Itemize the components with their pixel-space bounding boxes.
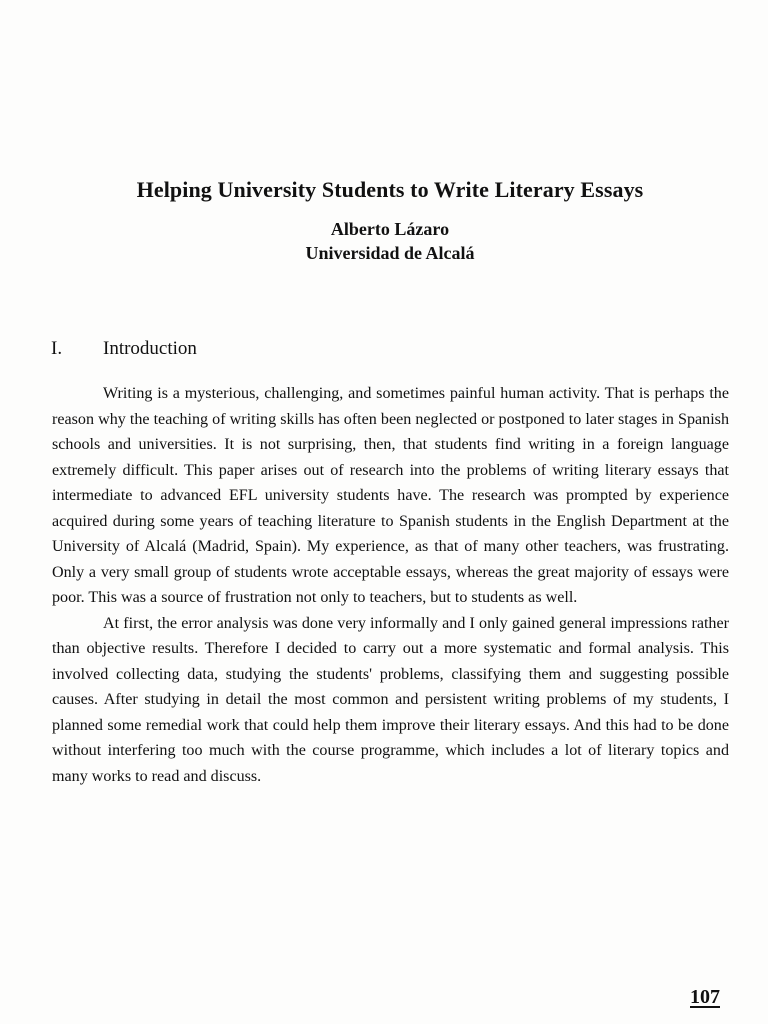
paragraph: At first, the error analysis was done very informally and I only gained general impressions rather than objective results. Therefore I decided to carry out a more systematic and formal analysis. This involved collecting data, studying the students' problems, classifying them and suggesting possible causes. After studying in detail the most common and persistent writing problems of my students, I planned some remedial work that could help them improve their literary essays. And this had to be done without interfering too much with the course programme, which includes a lot of literary topics and many works to read and discuss.	[52, 614, 729, 785]
author-name: Alberto Lázaro	[330, 219, 450, 239]
author-affiliation: Universidad de Alcalá	[305, 243, 475, 263]
paragraph: Writing is a mysterious, challenging, and sometimes painful human activity. That is perhaps the reason why the teaching of writing skills has often been neglected or postponed to later stages in Spanish schools and universities. It is not surprising, then, that students find writing in a foreign language extremely difficult. This paper arises out of research into the problems of writing literary essays that intermediate to advanced EFL university students have. The research was prompted by experience acquired during some years of teaching literature to Spanish students in the English Department at the University of Alcalá (Madrid, Spain). My experience, as that of many other teachers, was frustrating. Only a very small group of students wrote acceptable essays, whereas the great majority of essays were poor. This was a source of frustration not only to teachers, but to students as well.	[52, 385, 729, 606]
page-number: 107	[690, 986, 720, 1008]
section-heading	[51, 338, 197, 360]
body-text	[52, 381, 729, 789]
paper-title: Helping University Students to Write Literary Essays	[136, 177, 644, 202]
section-number: I.	[51, 338, 63, 359]
section-title: Introduction	[103, 338, 197, 359]
